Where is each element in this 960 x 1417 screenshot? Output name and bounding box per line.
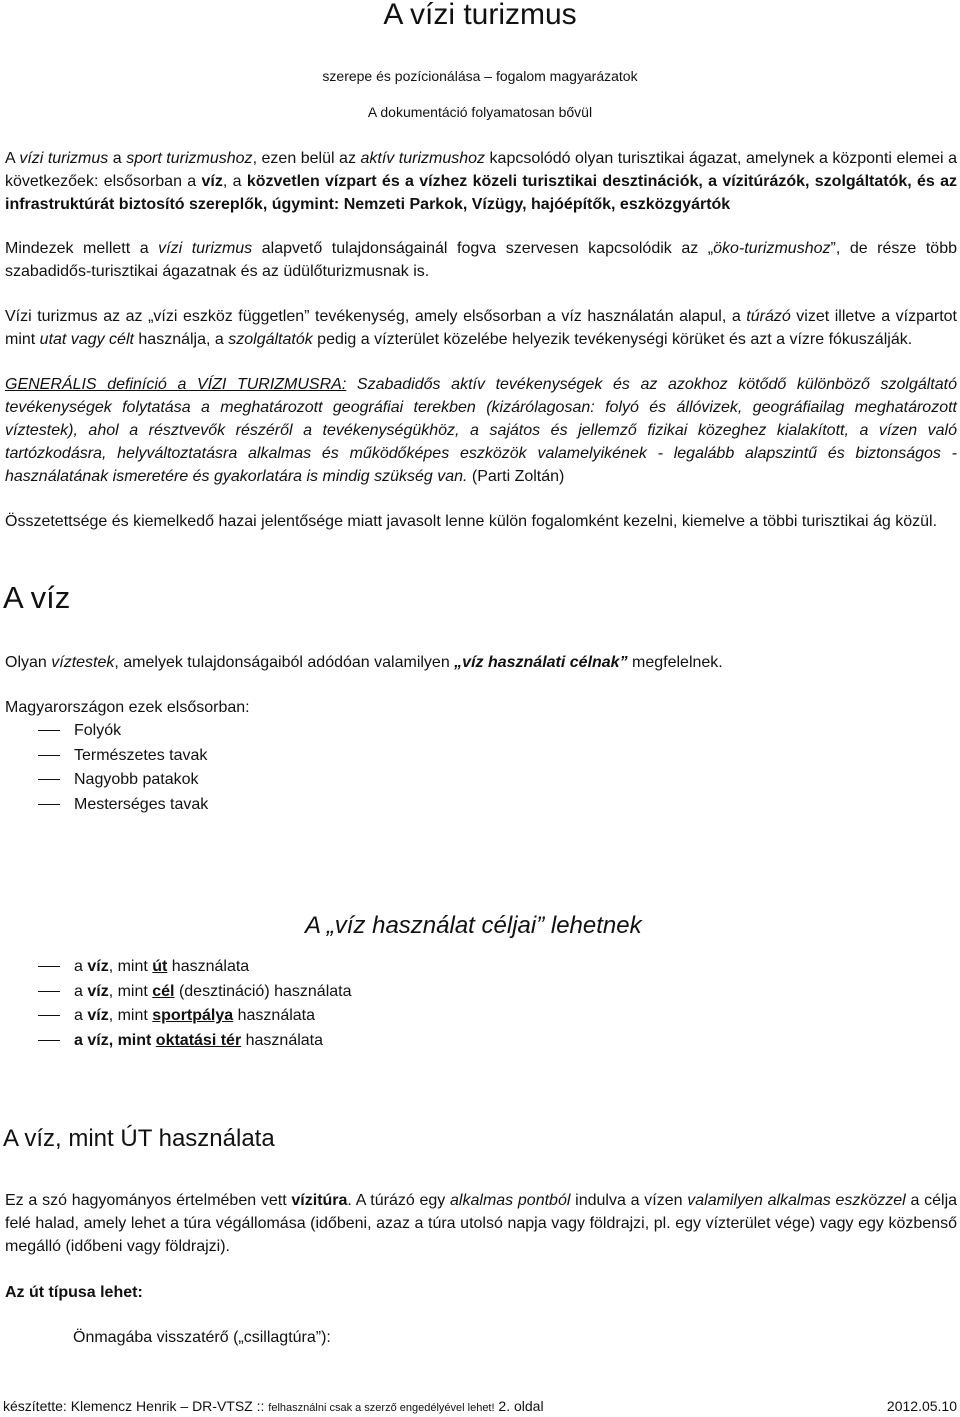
documentation-note: A dokumentáció folyamatosan bővül: [367, 104, 593, 120]
dash-bullet-icon: [38, 966, 60, 967]
water-body-paragraph: Olyan víztestek, amelyek tulajdonságaiból adódóan valamilyen „víz használati célnak” megfelelnek.: [5, 654, 723, 671]
list-item: a víz, mint cél (desztináció) használata: [38, 980, 351, 1005]
route-types-label: Az út típusa lehet:: [5, 1284, 143, 1301]
dash-bullet-icon: [38, 779, 60, 780]
general-definition-paragraph: GENERÁLIS definíció a VÍZI TURIZMUSRA: Szabadidős aktív tevékenységek és az azokhoz kötődő különböző szolgáltató tevékenységek folytatása a meghatározott geográfiai terekben (kizárólagosan: folyó és állóvizek, geográfiailag meghatározott víztestek), ahol a résztvevők részéről a tevékenységükhöz, a sajátos és jellemző fizikai közeghez kialakított, a vízen való tartózkodásra, helyváltoztatásra alkalmas és működőképes eszközök valamelyikének - legalább alapszintű és biztonságos - használatának ismeretére és gyakorlatára is mindig szükség van. (Parti Zoltán): [5, 376, 957, 485]
eco-paragraph: Mindezek mellett a vízi turizmus alapvető tulajdonságainál fogva szervesen kapcsolódik az „öko-turizmushoz”, de része több szabadidős-turisztikai ágazatnak és az üdülőturizmusnak is.: [5, 240, 957, 280]
list-item: Természetes tavak: [38, 744, 208, 769]
dash-bullet-icon: [38, 804, 60, 805]
footer-author: készítette: Klemencz Henrik – DR-VTSZ ::: [3, 1398, 269, 1414]
route-paragraph: Ez a szó hagyományos értelmében vett vízitúra. A túrázó egy alkalmas pontból indulva a vízen valamilyen alkalmas eszközzel a célja felé halad, amely lehet a túra végállomása (időbeni, azaz a túra utolsó napja vagy földrajzi, pl. egy vízterület vége) vagy egy közbenső megálló (időbeni vagy földrajzi).: [5, 1192, 958, 1255]
water-use-list: [38, 955, 351, 1053]
footer-license: felhasználni csak a szerző engedélyével lehet!: [268, 1402, 495, 1414]
list-item: Nagyobb patakok: [38, 768, 208, 793]
dash-bullet-icon: [38, 1040, 60, 1041]
heading-water-use-goals: A „víz használat céljai” lehetnek: [305, 912, 642, 939]
footer-date: 2012.05.10: [886, 1398, 957, 1414]
list-item: Folyók: [38, 719, 208, 744]
subtitle: szerepe és pozícionálása – fogalom magyarázatok: [322, 68, 638, 84]
definition-intro-paragraph: Vízi turizmus az az „vízi eszköz független” tevékenység, amely elsősorban a víz használatán alapul, a túrázó vizet illetve a vízpartot mint utat vagy célt használja, a szolgáltatók pedig a vízterület közelébe helyezik tevékenységi körüket és azt a vízre fókuszálják.: [5, 308, 958, 348]
list-item: a víz, mint sportpálya használata: [38, 1004, 351, 1029]
definition-label: GENERÁLIS definíció a VÍZI TURIZMUSRA:: [5, 376, 347, 393]
hungary-water-intro: Magyarországon ezek elsősorban:: [5, 699, 250, 716]
page-footer: [3, 1397, 957, 1417]
footer-page-number: 2. oldal: [494, 1398, 544, 1414]
dash-bullet-icon: [38, 755, 60, 756]
dash-bullet-icon: [38, 991, 60, 992]
loop-route-label: Önmagába visszatérő („csillagtúra”):: [73, 1329, 331, 1346]
list-item: a víz, mint oktatási tér használata: [38, 1029, 351, 1054]
intro-paragraph: A vízi turizmus a sport turizmushoz, ezen belül az aktív turizmushoz kapcsolódó olyan turisztikai ágazat, amelynek a központi elemei a következőek: elsősorban a víz, a közvetlen vízpart és a vízhez közeli turisztikai desztinációk, a vízitúrázók, szolgáltatók, és az infrastruktúrát biztosító szereplők, úgymint: Nemzeti Parkok, Vízügy, hajóépítők, eszközgyártók: [5, 150, 958, 213]
page-title: A vízi turizmus: [383, 0, 577, 31]
list-item: Mesterséges tavak: [38, 793, 208, 818]
water-body-list: [38, 719, 208, 817]
significance-paragraph: Összetettsége és kiemelkedő hazai jelentősége miatt javasolt lenne külön fogalomként kezelni, kiemelve a többi turisztikai ág közül.: [5, 513, 938, 530]
dash-bullet-icon: [38, 1015, 60, 1016]
dash-bullet-icon: [38, 730, 60, 731]
heading-water: A víz: [3, 580, 71, 615]
heading-water-as-route: A víz, mint ÚT használata: [3, 1125, 275, 1152]
list-item: a víz, mint út használata: [38, 955, 351, 980]
